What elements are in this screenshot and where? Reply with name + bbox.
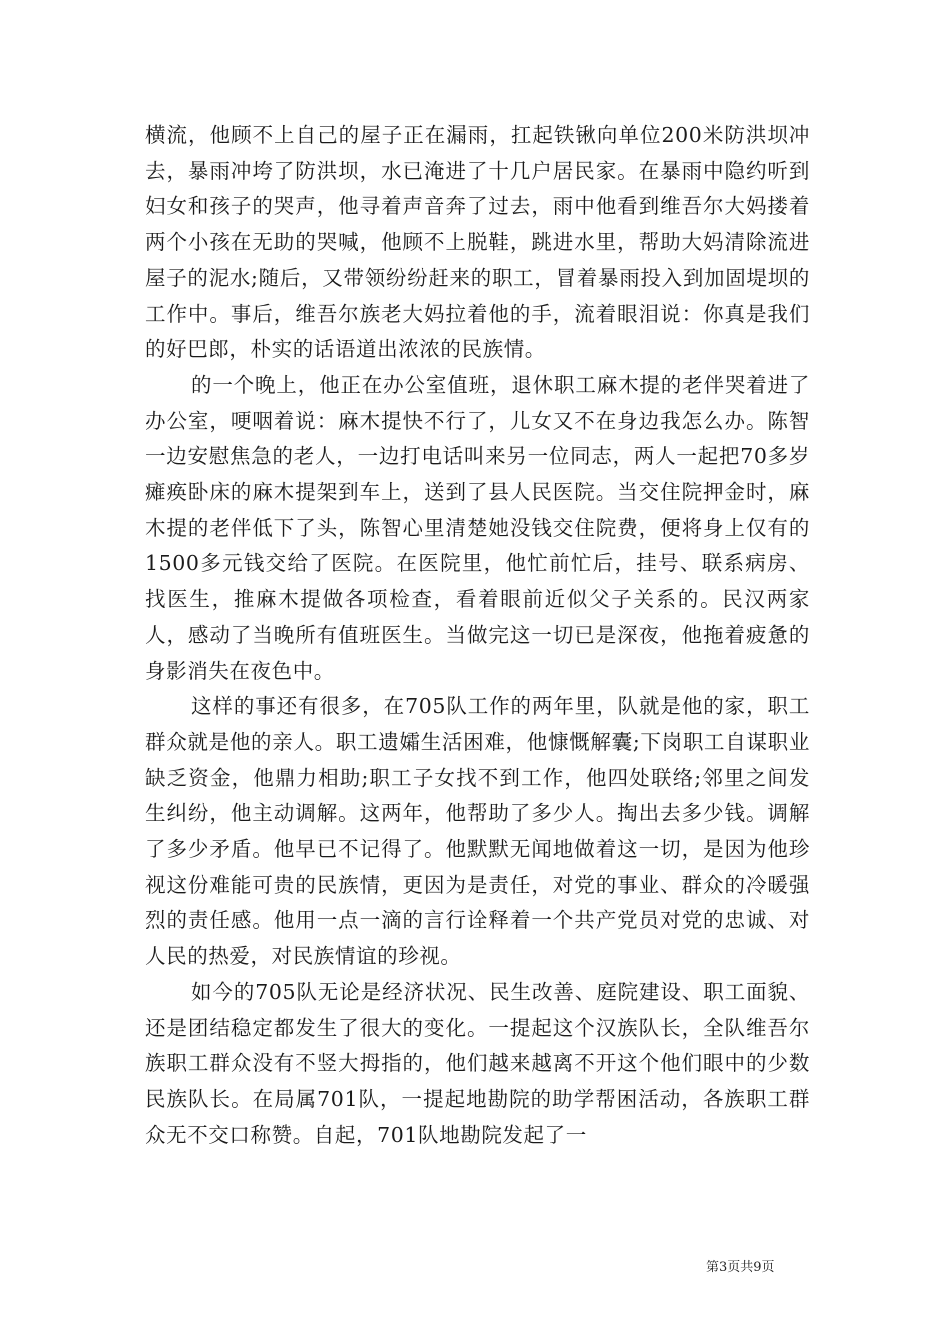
paragraph-2: 的一个晚上，他正在办公室值班，退休职工麻木提的老伴哭着进了办公室，哽咽着说：麻木提快不行了，儿女又不在身边我怎么办。陈智一边安慰焦急的老人，一边打电话叫来另一位同志，两人一起把70多岁瘫痪卧床的麻木提架到车上，送到了县人民医院。当交住院押金时，麻木提的老伴低下了头，陈智心里清楚她没钱交住院费，便将身上仅有的1500多元钱交给了医院。在医院里，他忙前忙后，挂号、联系病房、找医生，推麻木提做各项检查，看着眼前近似父子关系的。民汉两家人，感动了当晚所有值班医生。当做完这一切已是深夜，他拖着疲惫的身影消失在夜色中。 xyxy=(145,372,810,683)
paragraph-4: 如今的705队无论是经济状况、民生改善、庭院建设、职工面貌、还是团结稳定都发生了很大的变化。一提起这个汉族队长，全队维吾尔族职工群众没有不竖大拇指的，他们越来越离不开这个他们眼中的少数民族队长。在局属701队，一提起地勘院的助学帮困活动，各族职工群众无不交口称赞。自起，701队地勘院发起了一 xyxy=(145,979,810,1147)
document-body xyxy=(145,118,810,1153)
page-number: 第3页共9页 xyxy=(706,1260,775,1275)
paragraph-1: 横流，他顾不上自己的屋子正在漏雨，扛起铁锹向单位200米防洪坝冲去，暴雨冲垮了防洪坝，水已淹进了十几户居民家。在暴雨中隐约听到妇女和孩子的哭声，他寻着声音奔了过去，雨中他看到维吾尔大妈搂着两个小孩在无助的哭喊，他顾不上脱鞋，跳进水里，帮助大妈清除流进屋子的泥水;随后，又带领纷纷赶来的职工，冒着暴雨投入到加固堤坝的工作中。事后，维吾尔族老大妈拉着他的手，流着眼泪说：你真是我们的好巴郎，朴实的话语道出浓浓的民族情。 xyxy=(145,123,810,362)
paragraph-3: 这样的事还有很多，在705队工作的两年里，队就是他的家，职工群众就是他的亲人。职工遗孀生活困难，他慷慨解囊;下岗职工自谋职业缺乏资金，他鼎力相助;职工子女找不到工作，他四处联络;邻里之间发生纠纷，他主动调解。这两年，他帮助了多少人。掏出去多少钱。调解了多少矛盾。他早已不记得了。他默默无闻地做着这一切，是因为他珍视这份难能可贵的民族情，更因为是责任，对党的事业、群众的冷暖强烈的责任感。他用一点一滴的言行诠释着一个共产党员对党的忠诚、对人民的热爱，对民族情谊的珍视。 xyxy=(145,694,810,969)
